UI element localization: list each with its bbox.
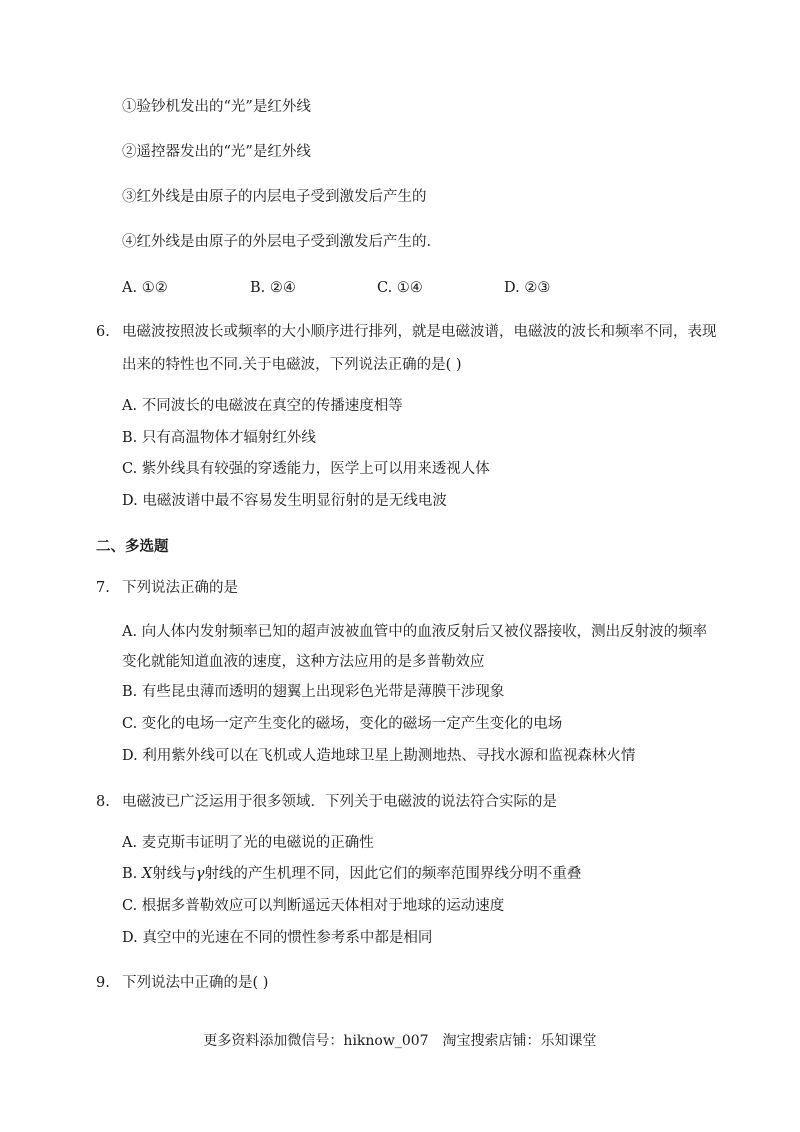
prev-option-b: B. ②④ <box>250 280 296 296</box>
page-footer: 更多资料添加微信号：hiknow_007 淘宝搜索店铺：乐知课堂 <box>203 1033 597 1049</box>
question-9-number: 9. <box>96 975 110 991</box>
question-8-choice-c: C. 根据多普勒效应可以判断遥远天体相对于地球的运动速度 <box>122 898 505 914</box>
prev-option-a: A. ①② <box>122 280 168 296</box>
question-7-choice-d: D. 利用紫外线可以在飞机或人造地球卫星上勘测地热、寻找水源和监视森林火情 <box>122 748 636 764</box>
question-8-choice-a: A. 麦克斯韦证明了光的电磁说的正确性 <box>122 835 374 851</box>
question-9-text: 下列说法中正确的是( ) <box>122 975 269 991</box>
statement-3: ③红外线是由原子的内层电子受到激发后产生的 <box>122 189 427 205</box>
question-6-text-line2: 出来的特性也不同.关于电磁波，下列说法正确的是( ) <box>122 357 462 373</box>
question-7-choice-c: C. 变化的电场一定产生变化的磁场，变化的磁场一定产生变化的电场 <box>122 716 563 732</box>
question-8-choice-b <box>122 864 581 884</box>
prev-option-c: C. ①④ <box>377 280 423 296</box>
question-8-text: 电磁波已广泛运用于很多领域．下列关于电磁波的说法符合实际的是 <box>122 794 557 810</box>
statement-4: ④红外线是由原子的外层电子受到激发后产生的. <box>122 234 432 250</box>
question-6-choice-d: D. 电磁波谱中最不容易发生明显衍射的是无线电波 <box>122 493 447 509</box>
statement-1: ①验钞机发出的“光”是红外线 <box>122 99 311 115</box>
question-7-choice-b: B. 有些昆虫薄而透明的翅翼上出现彩色光带是薄膜干涉现象 <box>122 684 505 700</box>
question-6-choice-b: B. 只有高温物体才辐射红外线 <box>122 430 316 446</box>
question-6-choice-c: C. 紫外线具有较强的穿透能力，医学上可以用来透视人体 <box>122 461 490 477</box>
statement-2: ②遥控器发出的“光”是红外线 <box>122 144 311 160</box>
section-title-multiple-choice: 二、多选题 <box>96 538 169 555</box>
choice-b-mid: 射线与 <box>152 866 196 882</box>
question-6-choice-a: A. 不同波长的电磁波在真空的传播速度相等 <box>122 398 403 414</box>
question-8-number: 8. <box>96 794 110 810</box>
question-6-number: 6. <box>96 324 110 340</box>
question-6-text-line1: 电磁波按照波长或频率的大小顺序进行排列，就是电磁波谱，电磁波的波长和频率不同，表现 <box>122 324 717 340</box>
gamma-symbol: γ <box>195 866 205 882</box>
question-7-number: 7. <box>96 580 110 596</box>
prev-option-d: D. ②③ <box>504 280 551 296</box>
choice-b-prefix: B. <box>122 866 142 882</box>
question-7-text: 下列说法正确的是 <box>122 580 238 596</box>
question-7-choice-a-line1: A. 向人体内发射频率已知的超声波被血管中的血液反射后又被仪器接收，测出反射波的频率 <box>122 624 708 640</box>
question-8-choice-d: D. 真空中的光速在不同的惯性参考系中都是相同 <box>122 930 433 946</box>
x-ray-symbol: X <box>141 866 153 882</box>
question-7-choice-a-line2: 变化就能知道血液的速度，这种方法应用的是多普勒效应 <box>122 654 485 670</box>
choice-b-suffix: 射线的产生机理不同，因此它们的频率范围界线分明不重叠 <box>204 866 582 882</box>
